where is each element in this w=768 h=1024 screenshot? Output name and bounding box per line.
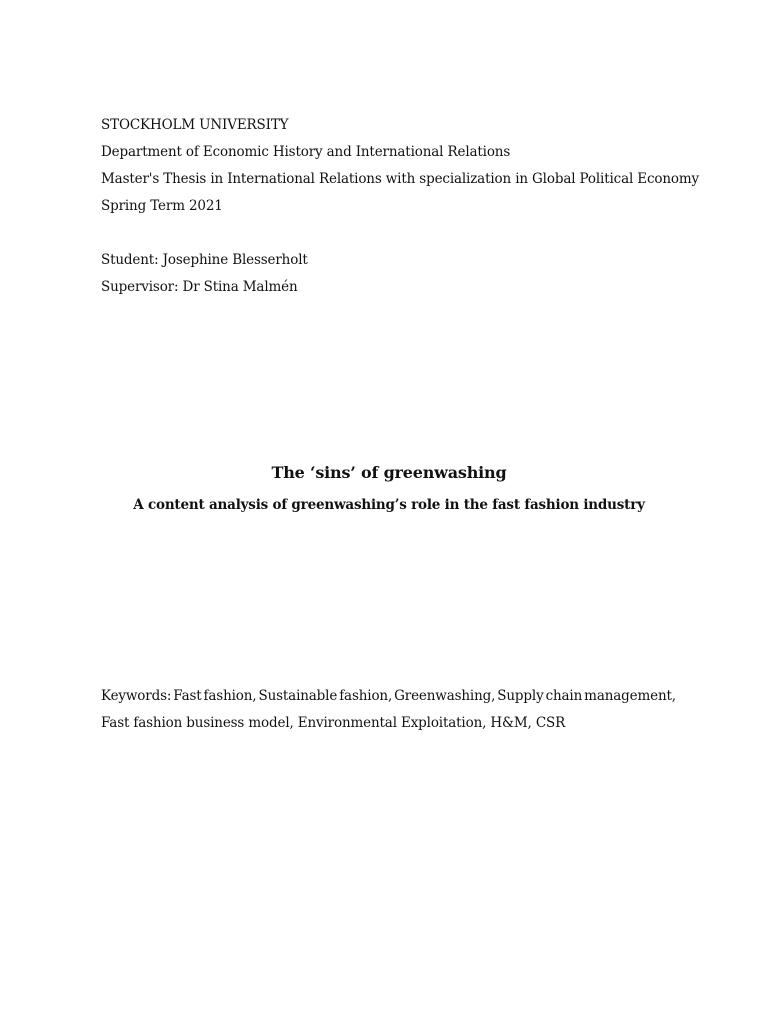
department-name: Department of Economic History and International Relations (101, 144, 511, 160)
keywords-line-1 (101, 683, 676, 710)
keyword-word: Fast (173, 688, 202, 704)
term: Spring Term 2021 (101, 198, 223, 214)
student-name: Student: Josephine Blesserholt (101, 252, 308, 268)
keyword-word: Keywords: (101, 688, 172, 704)
header-block (101, 112, 701, 220)
keywords-block (101, 683, 676, 737)
thesis-subtitle: A content analysis of greenwashing’s role in the fast fashion industry (133, 497, 645, 513)
keywords-line-2: Fast fashion business model, Environmental Exploitation, H&M, CSR (101, 715, 566, 731)
keyword-word: fashion, (203, 688, 257, 704)
people-block (101, 247, 701, 301)
keyword-word: fashion, (339, 688, 393, 704)
keyword-word: Greenwashing, (394, 688, 496, 704)
university-name: STOCKHOLM UNIVERSITY (101, 117, 289, 133)
keyword-word: chain (545, 688, 583, 704)
keyword-word: Sustainable (258, 688, 338, 704)
thesis-title: The ‘sins’ of greenwashing (271, 463, 507, 482)
keyword-word: Supply (497, 688, 544, 704)
program-name: Master's Thesis in International Relations with specialization in Global Political Economy (101, 171, 700, 187)
supervisor-name: Supervisor: Dr Stina Malmén (101, 279, 298, 295)
keyword-word: management, (584, 688, 676, 704)
